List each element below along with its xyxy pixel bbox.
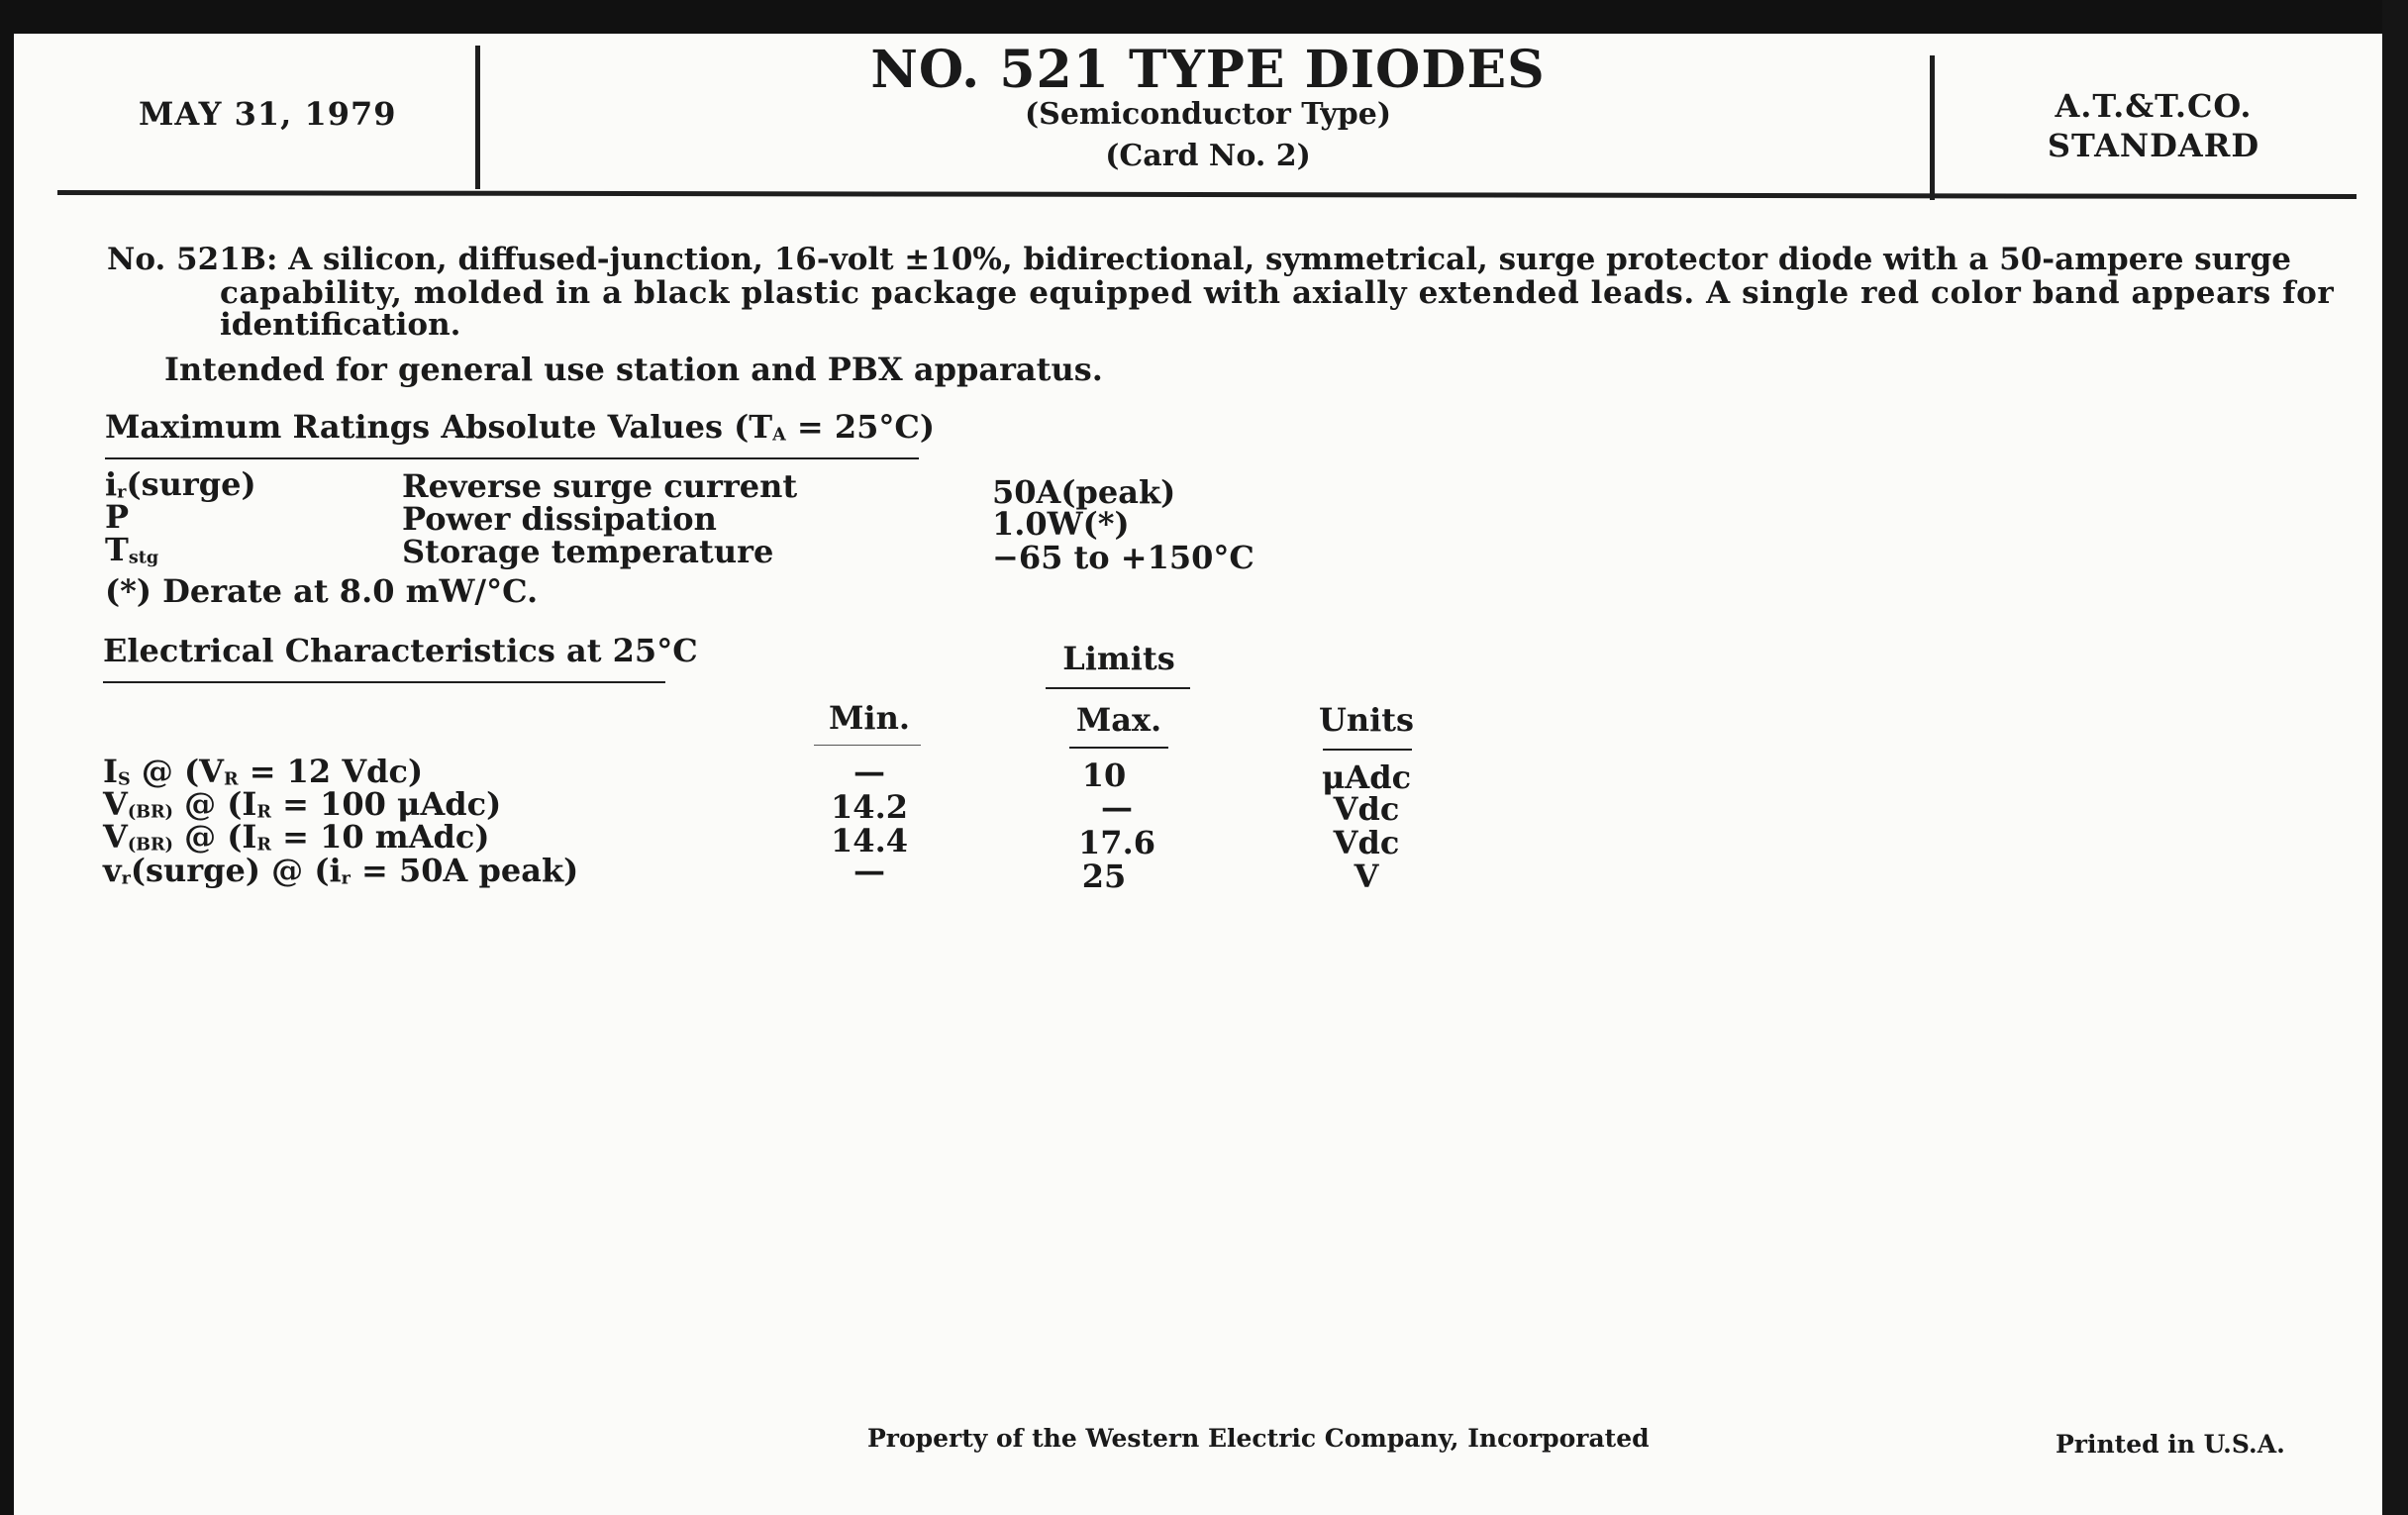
rating-desc-surge: Reverse surge current <box>402 467 798 505</box>
description-line-2: capability, molded in a black plastic package equipped with axially extended leads. A single red color band appears for <box>220 275 2335 311</box>
elec-max-vr-surge: 25 <box>1081 858 1127 895</box>
electrical-heading: Electrical Characteristics at 25°C <box>103 632 698 669</box>
rating-value-surge: 50A(peak) <box>992 473 1176 511</box>
elec-param-vbr-100ua: $V_{(BR)}$ @ ($I_R = 100$ μAdc) <box>103 785 502 823</box>
header-date: MAY 31, 1979 <box>139 95 397 133</box>
elec-min-vbr-10ma: 14.4 <box>831 822 908 859</box>
col-units: Units <box>1318 701 1415 739</box>
rating-symbol-power: P <box>105 498 130 536</box>
header-divider-left <box>475 46 480 189</box>
limits-label: Limits <box>1062 640 1175 677</box>
rating-symbol-storage: $T_{stg}$ <box>105 531 159 568</box>
col-min-underline <box>814 745 921 746</box>
footer-printed: Printed in U.S.A. <box>2056 1430 2285 1459</box>
description-line-3: identification. <box>220 307 461 343</box>
elec-max-vbr-100ua: — <box>1101 788 1133 826</box>
intended-use: Intended for general use station and PBX apparatus. <box>164 351 1103 388</box>
elec-param-vr-surge: $v_r(surge)$ @ ($i_r = 50A$ peak) <box>103 852 579 889</box>
elec-max-vbr-10ma: 17.6 <box>1078 824 1155 861</box>
footer-property: Property of the Western Electric Company, Incorporated <box>867 1424 1650 1453</box>
derate-note: (*) Derate at 8.0 mW/°C. <box>105 572 539 610</box>
header-org-line1: A.T.&T.CO. <box>2055 87 2253 125</box>
max-ratings-underline <box>105 457 919 459</box>
header-divider-right <box>1930 55 1935 200</box>
col-max-underline <box>1069 747 1168 749</box>
col-min: Min. <box>829 699 910 737</box>
electrical-underline <box>103 681 665 683</box>
elec-units-is: μAdc <box>1321 758 1412 796</box>
elec-min-vr-surge: — <box>853 852 885 889</box>
header-title: NO. 521 TYPE DIODES <box>870 40 1546 100</box>
elec-param-is: $I_S$ @ ($V_R = 12$ Vdc) <box>103 753 424 790</box>
rating-value-storage: −65 to +150°C <box>992 539 1254 576</box>
elec-max-is: 10 <box>1081 757 1127 794</box>
elec-min-is: — <box>853 753 885 790</box>
elec-min-vbr-100ua: 14.2 <box>831 788 908 826</box>
rating-value-power: 1.0W(*) <box>992 505 1130 543</box>
header-org-line2: STANDARD <box>2047 127 2260 164</box>
elec-units-vbr-10ma: Vdc <box>1333 824 1400 861</box>
elec-units-vr-surge: V <box>1354 858 1379 895</box>
rating-symbol-surge: $i_r(surge)$ <box>105 465 256 503</box>
max-ratings-heading: Maximum Ratings Absolute Values $(T_A = 25^\circ C)$ <box>105 408 935 446</box>
elec-param-vbr-10ma: $V_{(BR)}$ @ ($I_R = 10$ mAdc) <box>103 818 490 856</box>
col-units-underline <box>1323 749 1412 751</box>
elec-units-vbr-100ua: Vdc <box>1333 790 1400 828</box>
limits-underline <box>1046 687 1190 689</box>
header-subtitle: (Semiconductor Type) <box>1024 97 1392 132</box>
scan-edge <box>2382 0 2408 1515</box>
rating-desc-storage: Storage temperature <box>402 533 774 570</box>
rating-desc-power: Power dissipation <box>402 500 717 538</box>
header-card-number: (Card No. 2) <box>1105 139 1311 173</box>
description-line-1: No. 521B: A silicon, diffused-junction, 16-volt ±10%, bidirectional, symmetrical, surge protector diode with a 50-ampere surge <box>107 242 2292 277</box>
col-max: Max. <box>1075 701 1162 739</box>
